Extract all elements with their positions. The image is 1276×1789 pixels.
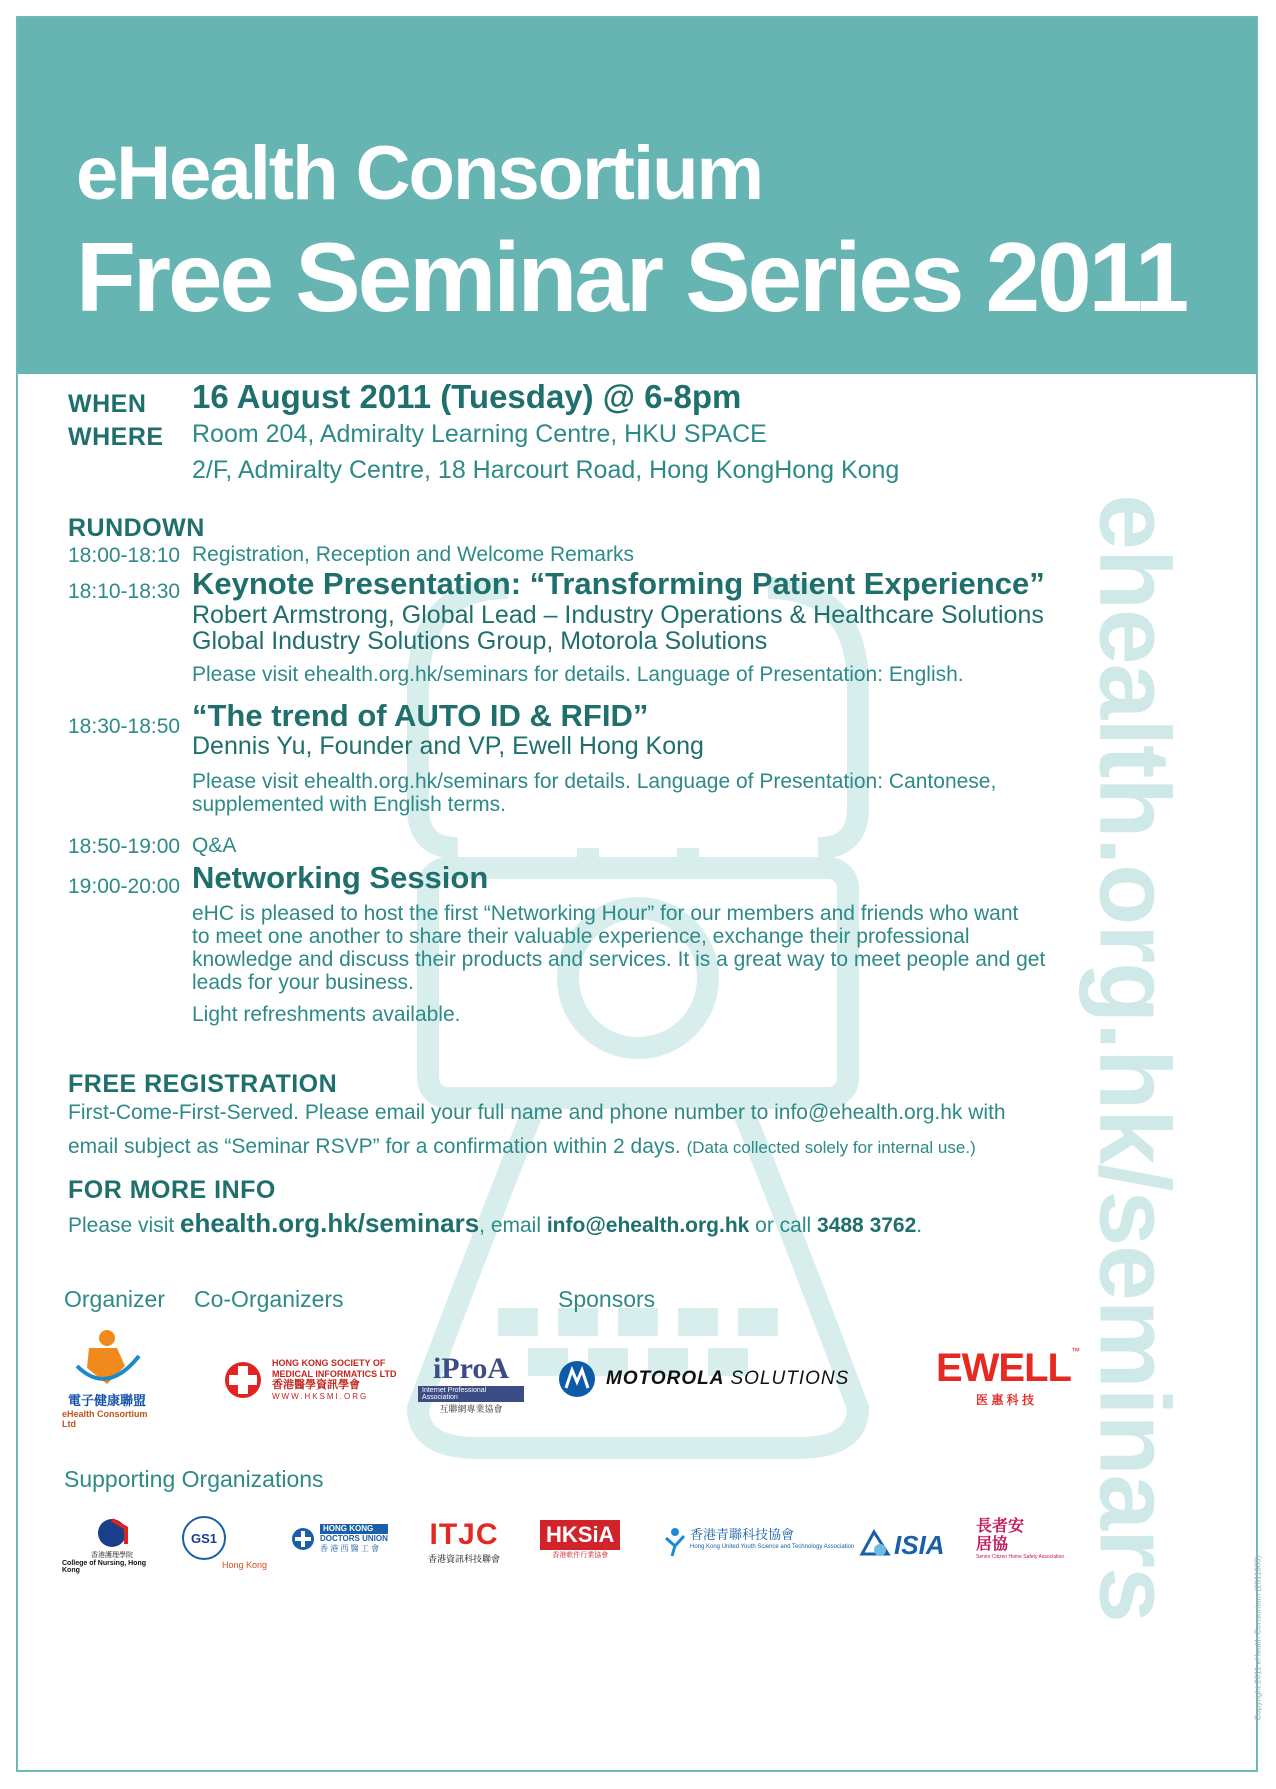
hksia-name: HKSiA (540, 1520, 620, 1550)
nursing-english: College of Nursing, Hong Kong (62, 1560, 146, 1574)
ehealth-consortium-logo-graphic (67, 1326, 147, 1390)
registration-disclaimer: (Data collected solely for internal use.) (686, 1138, 976, 1157)
hksmi-url: WWW.HKSMI.ORG (272, 1392, 369, 1401)
rundown-title-5: Networking Session (192, 860, 489, 895)
hksmi-line-1: HONG KONG SOCIETY OF (272, 1358, 386, 1368)
where-line-2: 2/F, Admiralty Centre, 18 Harcourt Road, Hong KongHong Kong (192, 456, 900, 484)
registration-line-2-main: email subject as “Seminar RSVP” for a confirmation within 2 days. (68, 1135, 681, 1158)
more-info-prefix: Please visit (68, 1214, 181, 1237)
sponsors-label: Sponsors (558, 1286, 656, 1312)
nursing-college-emblem-icon (92, 1516, 132, 1550)
youth-english: Hong Kong United Youth Science and Technology Association (690, 1544, 855, 1550)
rundown-title-1: Registration, Reception and Welcome Remarks (192, 543, 634, 566)
header-banner (18, 18, 1256, 374)
ewell-chinese: 医 惠 科 技 (976, 1393, 1035, 1407)
copyright-text: Copyright 2011 eHealth Consortium (2011080) (1253, 1555, 1263, 1721)
rundown-desc-5d: leads for your business. (192, 971, 414, 994)
registration-heading: FREE REGISTRATION (68, 1070, 338, 1098)
itjc-chinese: 香港資訊科技聯會 (428, 1554, 501, 1564)
rundown-speaker-2a: Robert Armstrong, Global Lead – Industry Operations & Healthcare Solutions (192, 601, 1044, 629)
watermark-url: ehealth.org.hk/seminars (1078, 494, 1191, 1622)
hksia-chinese: 香港軟件行業協會 (552, 1552, 609, 1559)
ewell-logo (936, 1346, 1080, 1408)
doctors-union-line-2: DOCTORS UNION (320, 1534, 388, 1543)
gs1-name: GS1 (190, 1530, 217, 1546)
more-info-heading: FOR MORE INFO (68, 1176, 276, 1204)
youth-sci-tech-logo (664, 1526, 854, 1556)
isia-name: ISIA (894, 1529, 945, 1560)
youth-sci-tech-text (690, 1529, 854, 1553)
title-line-2: Free Seminar Series 2011 (76, 222, 1187, 332)
title-line-1: eHealth Consortium (76, 131, 763, 216)
rundown-speaker-3: Dennis Yu, Founder and VP, Ewell Hong Kong (192, 732, 704, 760)
isia-logo (858, 1528, 945, 1562)
rundown-desc-5e: Light refreshments available. (192, 1003, 461, 1026)
iproa-chinese: 互聯網專業協會 (439, 1404, 503, 1414)
ewell-wordmark (936, 1346, 1080, 1391)
youth-sci-tech-figure-icon (664, 1526, 686, 1556)
rundown-time-4: 18:50-19:00 (68, 835, 181, 858)
isia-swirl-icon (858, 1528, 892, 1562)
motorola-brand: MOTOROLA (606, 1368, 725, 1389)
elderly-english: Senior Citizen Home Safety Association (976, 1554, 1065, 1560)
rundown-note-2: Please visit ehealth.org.hk/seminars for details. Language of Presentation: English. (192, 663, 964, 686)
ehealth-consortium-logo (62, 1326, 152, 1429)
when-value: 16 August 2011 (Tuesday) @ 6-8pm (192, 378, 742, 415)
itjc-name: ITJC (429, 1518, 499, 1551)
where-label: WHERE (68, 423, 164, 451)
organizer-label: Organizer (64, 1286, 165, 1312)
supporting-label: Supporting Organizations (64, 1466, 324, 1492)
hksmi-chinese: 香港醫學資訊學會 (272, 1379, 360, 1391)
when-label: WHEN (68, 390, 147, 418)
gs1-sub: Hong Kong (222, 1560, 268, 1570)
rundown-title-4: Q&A (192, 834, 237, 857)
organizer-chinese: 電子健康聯盟 (67, 1393, 146, 1408)
rundown-speaker-2b: Global Industry Solutions Group, Motorola Solutions (192, 627, 768, 655)
doctors-union-emblem-icon (290, 1526, 316, 1552)
ewell-tm: ™ (1070, 1346, 1080, 1356)
rundown-note-3a: Please visit ehealth.org.hk/seminars for details. Language of Presentation: Cantonese, (192, 770, 997, 793)
iproa-name: iProA (432, 1352, 510, 1385)
hksmi-logo (220, 1358, 397, 1402)
iproa-line-1: Internet Professional Association (418, 1386, 524, 1402)
more-info-text (68, 1208, 922, 1239)
rundown-desc-5c: knowledge and discuss their products and services. It is a great way to meet people and get (192, 948, 1046, 971)
elderly-safety-logo (976, 1518, 1064, 1560)
itjc-logo (428, 1518, 500, 1565)
rundown-time-5: 19:00-20:00 (68, 875, 181, 898)
iproa-logo (418, 1352, 524, 1415)
more-info-email[interactable]: info@ehealth.org.hk (546, 1214, 750, 1237)
gs1-circle (182, 1516, 226, 1560)
motorola-suffix: SOLUTIONS (730, 1368, 850, 1389)
rundown-title-3: “The trend of AUTO ID & RFID” (192, 698, 649, 733)
registration-text (68, 1096, 1188, 1165)
where-line-1: Room 204, Admiralty Learning Centre, HKU SPACE (192, 420, 767, 448)
youth-chinese: 香港青聯科技協會 (690, 1527, 795, 1542)
hksmi-line-2: MEDICAL INFORMATICS LTD (272, 1369, 397, 1379)
doctors-union-chinese: 香 港 西 醫 工 會 (320, 1544, 380, 1553)
registration-line-1: First-Come-First-Served. Please email your full name and phone number to info@ehealth.org.hk with (68, 1101, 1006, 1124)
more-info-mid: , email (479, 1214, 547, 1237)
poster (16, 16, 1263, 1772)
ewell-name: EWELL (936, 1346, 1071, 1390)
rundown-heading: RUNDOWN (68, 514, 205, 542)
more-info-suffix: . (916, 1214, 923, 1237)
doctors-union-logo (290, 1524, 388, 1554)
rundown-time-1: 18:00-18:10 (68, 544, 181, 567)
nursing-chinese: 香港護理學院 (91, 1552, 133, 1559)
coorganizers-label: Co-Organizers (194, 1286, 344, 1312)
more-info-phone: 3488 3762 (817, 1214, 917, 1237)
rundown-note-3b: supplemented with English terms. (192, 793, 506, 816)
red-cross-icon (220, 1360, 266, 1400)
rundown-desc-5a: eHC is pleased to host the first “Networking Hour” for our members and friends who want (192, 902, 1019, 925)
rundown-time-3: 18:30-18:50 (68, 715, 181, 738)
rundown-desc-5b: to meet one another to share their valuable experience, exchange their professional (192, 925, 970, 948)
gs1-logo (182, 1516, 267, 1570)
nursing-college-logo (62, 1516, 162, 1574)
motorola-logo (558, 1360, 849, 1398)
organizer-english: eHealth Consortium Ltd (62, 1409, 148, 1429)
more-info-url[interactable]: ehealth.org.hk/seminars (180, 1208, 480, 1238)
doctors-union-line-1: HONG KONG (320, 1524, 388, 1534)
registration-line-2 (68, 1130, 1188, 1165)
more-info-mid2: or call (749, 1214, 818, 1237)
hksia-logo (540, 1520, 620, 1560)
rundown-time-2: 18:10-18:30 (68, 580, 181, 603)
rundown-title-2: Keynote Presentation: “Transforming Patient Experience” (192, 566, 1045, 601)
hksmi-text (272, 1358, 397, 1402)
motorola-batwing-icon (558, 1360, 596, 1398)
doctors-union-text (320, 1524, 388, 1554)
elderly-chinese: 長者安居協 (976, 1518, 1025, 1553)
